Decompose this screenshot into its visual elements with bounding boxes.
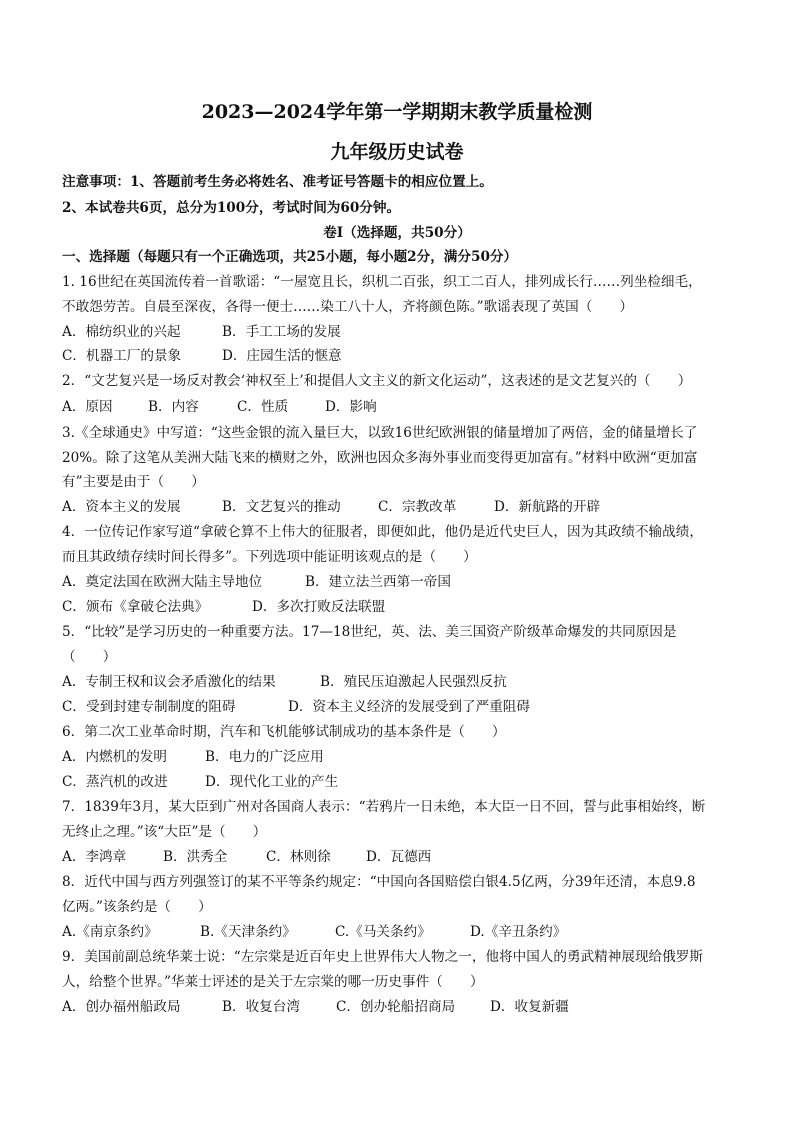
question-1-line-1: 1. 16世纪在英国流传着一首歌谣：“一屋宽且长，织机二百张，织工二百人，排列成长行……列坐检细毛， (62, 274, 702, 290)
q2-option-a: A．原因 (62, 399, 113, 415)
question-5-line-2: （ ） (62, 649, 117, 665)
q7-option-d: D．瓦德西 (366, 849, 432, 865)
q4-option-b: B．建立法兰西第一帝国 (305, 574, 451, 590)
q2-option-d: D．影响 (325, 399, 377, 415)
exam-subtitle: 九年级历史试卷 (330, 141, 464, 163)
q1-option-c: C．机器工厂的景象 (62, 348, 182, 364)
question-3-line-2: 20%。除了这笔从美洲大陆飞来的横财之外，欧洲也因众多海外事业而变得更加富有。”材料中欧洲“更加富 (62, 450, 698, 466)
q8-option-a: A.《南京条约》 (62, 924, 158, 940)
q7-option-a: A．李鸿章 (62, 849, 127, 865)
q9-option-b: B．收复台湾 (222, 999, 300, 1015)
q1-option-a: A．棉纺织业的兴起 (62, 324, 181, 340)
q5-option-a: A．专制王权和议会矛盾激化的结果 (62, 674, 276, 690)
notice-line-2: 2、本试卷共6页，总分为100分，考试时间为60分钟。 (62, 200, 401, 216)
question-9-line-1: 9．美国前副总统华莱士说：“左宗棠是近百年史上世界伟大人物之一，他将中国人的勇武精神展现给俄罗斯 (62, 949, 703, 965)
q3-option-c: C．宗教改革 (378, 499, 457, 515)
q9-option-c: C．创办轮船招商局 (336, 999, 456, 1015)
question-3-line-1: 3.《全球通史》中写道：“这些金银的流入量巨大，以致16世纪欧洲银的储量增加了两倍，金的储量增长了 (62, 425, 698, 441)
q6-option-d: D．现代化工业的产生 (205, 774, 339, 790)
notice-line-1: 注意事项：1、答题前考生务必将姓名、准考证号答题卡的相应位置上。 (62, 174, 493, 190)
q5-option-d: D．资本主义经济的发展受到了严重阻碍 (288, 699, 530, 715)
q3-option-b: B．文艺复兴的推动 (222, 499, 341, 515)
q7-option-c: C．林则徐 (266, 849, 331, 865)
question-1-line-2: 不敢怨劳苦。自晨至深夜，各得一便士……染工八十人，齐将颜色陈。”歌谣表现了英国（ ） (62, 299, 634, 315)
question-4-line-2: 而且其政绩存续时间长得多”。下列选项中能证明该观点的是（ ） (62, 549, 477, 565)
question-8-line-1: 8．近代中国与西方列强签订的某不平等条约规定：“中国向各国赔偿白银4.5亿两，分39年还清，本息9.8 (62, 874, 696, 890)
q3-option-a: A．资本主义的发展 (62, 499, 181, 515)
q6-option-a: A．内燃机的发明 (62, 749, 167, 765)
question-7-line-2: 无终止之理。”该“大臣”是（ ） (62, 824, 267, 840)
q2-option-c: C．性质 (237, 399, 289, 415)
q1-option-d: D．庄园生活的惬意 (222, 348, 342, 364)
question-3-line-3: 有”主要是由于（ ） (62, 474, 205, 490)
q4-option-c: C．颁布《拿破仑法典》 (62, 599, 209, 615)
question-2-line-1: 2．“文艺复兴是一场反对教会‘神权至上’和提倡人文主义的新文化运动”，这表述的是文艺复兴的（ ） (62, 373, 692, 389)
q6-option-b: B．电力的广泛应用 (205, 749, 324, 765)
q9-option-d: D．收复新疆 (490, 999, 569, 1015)
question-7-line-1: 7．1839年3月，某大臣到广州对各国商人表示：“若鸦片一日未绝，本大臣一日不回，誓与此事相始终，断 (62, 799, 706, 815)
q9-option-a: A．创办福州船政局 (62, 999, 181, 1015)
q5-option-c: C．受到封建专制制度的阻碍 (62, 699, 236, 715)
section-heading: 一、选择题（每题只有一个正确选项，共25小题，每小题2分，满分50分） (62, 249, 518, 265)
q5-option-b: B．殖民压迫激起人民强烈反抗 (320, 674, 507, 690)
question-9-line-2: 人，给整个世界。”华莱士评述的是关于左宗棠的哪一历史事件（ ） (62, 974, 484, 990)
q8-option-c: C.《马关条约》 (335, 924, 431, 940)
q8-option-b: B.《天津条约》 (200, 924, 296, 940)
q7-option-b: B．洪秀全 (163, 849, 228, 865)
question-5-line-1: 5．“比较”是学习历史的一种重要方法。17—18世纪，英、法、美三国资产阶级革命爆发的共同原因是 (62, 624, 677, 640)
question-4-line-1: 4．一位传记作家写道“拿破仑算不上伟大的征服者，即便如此，他仍是近代史巨人，因为其政绩不输战绩， (62, 524, 703, 540)
question-6-line-1: 6．第二次工业革命时期，汽车和飞机能够试制成功的基本条件是（ ） (62, 724, 506, 740)
q4-option-a: A．奠定法国在欧洲大陆主导地位 (62, 574, 263, 590)
q8-option-d: D.《辛丑条约》 (470, 924, 567, 940)
q6-option-c: C．蒸汽机的改进 (62, 774, 168, 790)
exam-title: 2023—2024学年第一学期期末教学质量检测 (201, 101, 593, 123)
q3-option-d: D．新航路的开辟 (494, 499, 601, 515)
q4-option-d: D．多次打败反法联盟 (252, 599, 386, 615)
q2-option-b: B．内容 (148, 399, 199, 415)
q1-option-b: B．手工工场的发展 (222, 324, 341, 340)
question-8-line-2: 亿两。”该条约是（ ） (62, 899, 212, 915)
volume-heading: 卷Ⅰ（选择题，共50分） (323, 225, 471, 241)
